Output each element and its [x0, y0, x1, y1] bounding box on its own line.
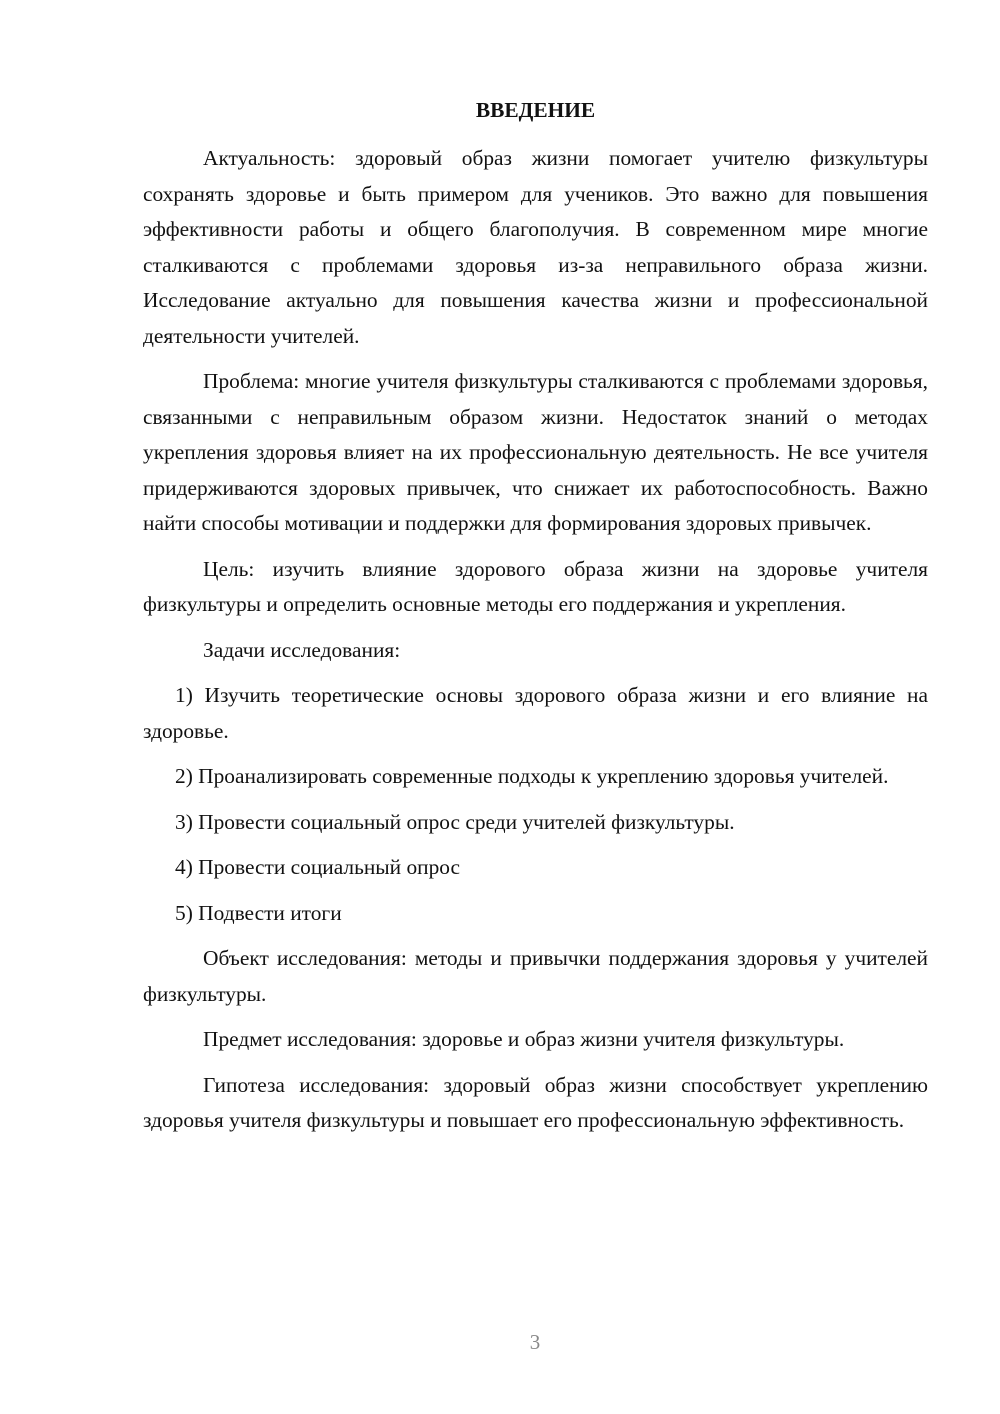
task-item-3: 3) Провести социальный опрос среди учителей физкультуры. — [175, 809, 735, 834]
goal-paragraph: Цель: изучить влияние здорового образа жизни на здоровье учителя физкультуры и определить основные методы его поддержания и укрепления. — [143, 556, 928, 616]
problem-paragraph: Проблема: многие учителя физкультуры сталкиваются с проблемами здоровья, связанными с неправильным образом жизни. Недостаток знаний о методах укрепления здоровья влияет на их профессиональную деятельность. Не все учителя придерживаются здоровых привычек, что снижает их работоспособность. Важно найти способы мотивации и поддержки для формирования здоровых привычек. — [143, 369, 928, 535]
tasks-heading: Задачи исследования: — [203, 637, 401, 662]
task-item-2: 2) Проанализировать современные подходы к укреплению здоровья учителей. — [175, 764, 889, 788]
hypothesis-paragraph: Гипотеза исследования: здоровый образ жизни способствует укреплению здоровья учителя физкультуры и повышает его профессиональную эффективность. — [143, 1072, 928, 1132]
task-item-1: 1) Изучить теоретические основы здорового образа жизни и его влияние на здоровье. — [143, 683, 928, 743]
task-item-4: 4) Провести социальный опрос — [175, 855, 461, 879]
document-title: ВВЕДЕНИЕ — [475, 98, 596, 122]
document-page — [143, 93, 928, 1149]
task-item-5: 5) Подвести итоги — [175, 900, 342, 925]
page-number: 3 — [529, 1330, 541, 1354]
relevance-paragraph: Актуальность: здоровый образ жизни помогает учителю физкультуры сохранять здоровье и быть примером для учеников. Это важно для повышения эффективности работы и общего благополучия. В современном мире многие сталкиваются с проблемами здоровья из-за неправильного образа жизни. Исследование актуально для повышения качества жизни и профессиональной деятельности учителей. — [143, 146, 928, 348]
subject-paragraph: Предмет исследования: здоровье и образ жизни учителя физкультуры. — [203, 1027, 845, 1051]
object-paragraph: Объект исследования: методы и привычки поддержания здоровья у учителей физкультуры. — [143, 946, 928, 1006]
